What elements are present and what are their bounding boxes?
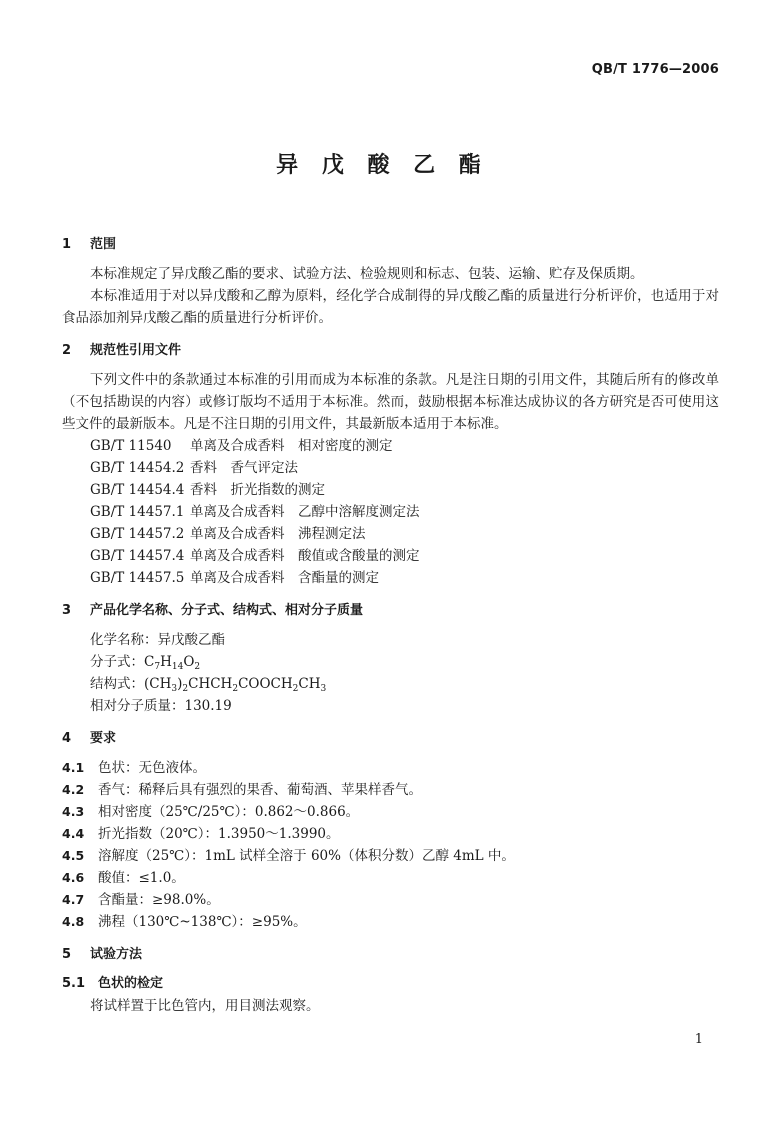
section-3-heading bbox=[62, 600, 719, 622]
requirement-item bbox=[62, 911, 719, 933]
reference-code: GB/T 14454.2 bbox=[90, 460, 185, 476]
section-5-heading bbox=[62, 944, 719, 966]
document-title: 异 戊 酸 乙 酯 bbox=[276, 153, 489, 178]
section-title: 产品化学名称、分子式、结构式、相对分子质量 bbox=[90, 603, 364, 618]
section-4-heading bbox=[62, 728, 719, 750]
requirement-text: 溶解度（25℃）：1mL 试样全溶于 60%（体积分数）乙醇 4mL 中。 bbox=[98, 848, 515, 864]
reference-title: 香料 折光指数的测定 bbox=[190, 482, 325, 498]
normative-reference-list bbox=[62, 435, 719, 589]
section-1-para-1: 本标准规定了异戊酸乙酯的要求、试验方法、检验规则和标志、包装、运输、贮存及保质期。 bbox=[90, 266, 644, 282]
requirement-number: 4.3 bbox=[62, 804, 85, 819]
requirement-number: 4.2 bbox=[62, 782, 85, 797]
section-number: 1 bbox=[62, 237, 72, 252]
requirement-item bbox=[62, 801, 719, 823]
requirement-number: 4.8 bbox=[62, 914, 85, 929]
reference-item bbox=[62, 479, 719, 501]
subsection-5-1-para: 将试样置于比色管内，用目测法观察。 bbox=[90, 998, 320, 1014]
molecular-weight-line bbox=[62, 695, 719, 717]
section-number: 4 bbox=[62, 731, 72, 746]
subsection-5-1-heading bbox=[62, 973, 719, 995]
section-title: 范围 bbox=[90, 237, 117, 252]
molecular-weight-label: 相对分子质量： bbox=[90, 698, 185, 714]
reference-code: GB/T 14457.1 bbox=[90, 504, 185, 520]
subsection-number: 5.1 bbox=[62, 976, 86, 991]
reference-item bbox=[62, 435, 719, 457]
requirement-number: 4.1 bbox=[62, 760, 85, 775]
reference-title: 单离及合成香料 相对密度的测定 bbox=[190, 438, 393, 454]
reference-item bbox=[62, 523, 719, 545]
structure-value: $(CH_3)_2CHCH_2COOCH_2CH_3$ bbox=[144, 676, 327, 694]
structural-formula-line bbox=[62, 673, 719, 695]
requirement-item bbox=[62, 823, 719, 845]
reference-item bbox=[62, 567, 719, 589]
requirement-text: 相对密度（25℃/25℃）：0.862～0.866。 bbox=[98, 804, 360, 820]
chemical-name-line bbox=[62, 629, 719, 651]
reference-code: GB/T 14457.4 bbox=[90, 548, 185, 564]
reference-title: 单离及合成香料 酸值或含酸量的测定 bbox=[190, 548, 420, 564]
section-title: 规范性引用文件 bbox=[90, 343, 182, 358]
requirement-number: 4.7 bbox=[62, 892, 85, 907]
requirement-item bbox=[62, 889, 719, 911]
reference-item bbox=[62, 457, 719, 479]
section-1-para-2: 本标准适用于对以异戊酸和乙醇为原料，经化学合成制得的异戊酸乙酯的质量进行分析评价，也适用于对食品添加剂异戊酸乙酯的质量进行分析评价。 bbox=[62, 288, 719, 326]
standard-code: QB/T 1776—2006 bbox=[591, 62, 719, 77]
requirement-item bbox=[62, 779, 719, 801]
chemical-name-value: 异戊酸乙酯 bbox=[157, 632, 225, 648]
section-1-heading bbox=[62, 234, 719, 256]
reference-title: 香料 香气评定法 bbox=[190, 460, 298, 476]
reference-title: 单离及合成香料 乙醇中溶解度测定法 bbox=[190, 504, 420, 520]
section-number: 5 bbox=[62, 947, 72, 962]
reference-code: GB/T 14457.5 bbox=[90, 570, 185, 586]
requirement-text: 含酯量：≥98.0%。 bbox=[98, 892, 220, 908]
subsection-title: 色状的检定 bbox=[98, 976, 164, 991]
reference-title: 单离及合成香料 含酯量的测定 bbox=[190, 570, 379, 586]
section-title: 要求 bbox=[90, 731, 117, 746]
section-number: 2 bbox=[62, 343, 72, 358]
reference-code: GB/T 14454.4 bbox=[90, 482, 185, 498]
requirement-number: 4.5 bbox=[62, 848, 85, 863]
reference-item bbox=[62, 501, 719, 523]
page-number: 1 bbox=[694, 1032, 703, 1047]
structure-label: 结构式： bbox=[90, 676, 144, 692]
reference-code: GB/T 14457.2 bbox=[90, 526, 185, 542]
requirement-item bbox=[62, 845, 719, 867]
requirement-number: 4.6 bbox=[62, 870, 85, 885]
section-number: 3 bbox=[62, 603, 72, 618]
section-title: 试验方法 bbox=[90, 947, 143, 962]
molecular-weight-value: 130.19 bbox=[184, 698, 232, 714]
requirement-text: 香气：稀释后具有强烈的果香、葡萄酒、苹果样香气。 bbox=[98, 782, 422, 798]
requirement-text: 折光指数（20℃）：1.3950～1.3990。 bbox=[98, 826, 340, 842]
requirement-number: 4.4 bbox=[62, 826, 85, 841]
reference-item bbox=[62, 545, 719, 567]
section-2-para: 下列文件中的条款通过本标准的引用而成为本标准的条款。凡是注日期的引用文件，其随后所有的修改单（不包括勘误的内容）或修订版均不适用于本标准。然而，鼓励根据本标准达成协议的各方研究是否可使用这些文件的最新版本。凡是不注日期的引用文件，其最新版本适用于本标准。 bbox=[62, 372, 719, 432]
formula-value: $C_7H_{14}O_2$ bbox=[144, 654, 201, 672]
document-body bbox=[62, 234, 719, 1017]
requirement-item bbox=[62, 867, 719, 889]
requirement-text: 酸值：≤1.0。 bbox=[98, 870, 185, 886]
formula-label: 分子式： bbox=[90, 654, 144, 670]
requirement-item bbox=[62, 757, 719, 779]
reference-code: GB/T 11540 bbox=[90, 438, 172, 454]
section-2-heading bbox=[62, 340, 719, 362]
reference-title: 单离及合成香料 沸程测定法 bbox=[190, 526, 366, 542]
chemical-name-label: 化学名称： bbox=[90, 632, 158, 648]
molecular-formula-line bbox=[62, 651, 719, 673]
requirement-text: 沸程（130℃~138℃）：≥95%。 bbox=[98, 914, 307, 930]
requirement-text: 色状：无色液体。 bbox=[98, 760, 206, 776]
